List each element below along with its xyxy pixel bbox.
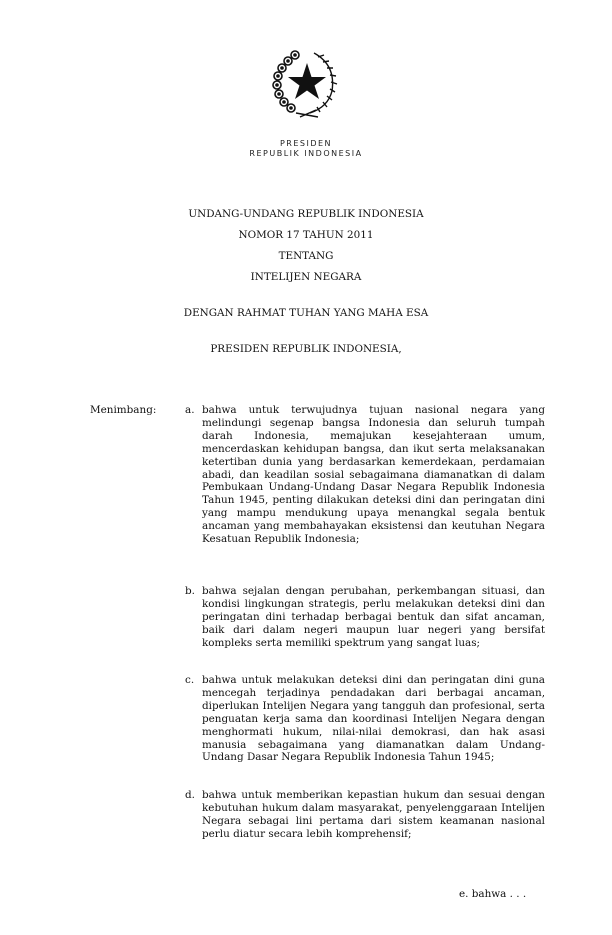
issuer: PRESIDEN REPUBLIK INDONESIA,	[210, 343, 402, 355]
law-number: NOMOR 17 TAHUN 2011	[238, 229, 374, 241]
item-text: bahwa sejalan dengan perubahan, perkembangan situasi, dan kondisi lingkungan strategis, perlu melakukan deteksi dini dan peringatan dini terhadap berbagai bentuk dan sifat ancaman, baik dari dalam negeri maupun luar negeri yang bersifat kompleks serta memiliki spektrum yang sangat luas;	[202, 585, 545, 649]
menimbang-label: Menimbang:	[90, 404, 157, 416]
item-marker: b.	[185, 585, 195, 597]
page-continuation: e. bahwa . . .	[459, 888, 527, 900]
garuda-presidential-seal-icon	[270, 47, 342, 119]
law-tentang: TENTANG	[278, 250, 334, 262]
consideration-item-d	[185, 789, 545, 841]
item-text: bahwa untuk melakukan deteksi dini dan peringatan dini guna mencegah terjadinya pendadakan dari berbagai ancaman, diperlukan Intelijen Negara yang tangguh dan profesional, serta penguatan kerja sama dan koordinasi Intelijen Negara dengan menghormati hukum, nilai-nilai demokrasi, dan hak asasi manusia sebagaimana yang diamanatkan dalam Undang-Undang Dasar Negara Republik Indonesia Tahun 1945;	[202, 674, 545, 764]
emblem-caption-republik-indonesia: REPUBLIK INDONESIA	[249, 149, 363, 158]
emblem-caption-presiden: PRESIDEN	[279, 139, 333, 148]
consideration-item-a	[185, 404, 545, 546]
invocation: DENGAN RAHMAT TUHAN YANG MAHA ESA	[183, 307, 429, 319]
item-marker: a.	[185, 404, 195, 416]
consideration-item-c	[185, 674, 545, 764]
item-marker: c.	[185, 674, 195, 686]
item-text: bahwa untuk terwujudnya tujuan nasional negara yang melindungi segenap bangsa Indonesia dan seluruh tumpah darah Indonesia, memajukan kesejahteraan umum, mencerdaskan kehidupan bangsa, dan ikut serta melaksanakan ketertiban dunia yang berdasarkan kemerdekaan, perdamaian abadi, dan keadilan sosial sebagaimana diamanatkan di dalam Pembukaan Undang-Undang Dasar Negara Republik Indonesia Tahun 1945, penting dilakukan deteksi dini dan peringatan dini yang mampu mendukung upaya menangkal segala bentuk ancaman yang membahayakan eksistensi dan keutuhan Negara Kesatuan Republik Indonesia;	[202, 404, 545, 546]
item-marker: d.	[185, 789, 195, 801]
law-title: UNDANG-UNDANG REPUBLIK INDONESIA	[188, 208, 424, 220]
item-text: bahwa untuk memberikan kepastian hukum dan sesuai dengan kebutuhan hukum dalam masyarakat, penyelenggaraan Intelijen Negara sebagai lini pertama dari sistem keamanan nasional perlu diatur secara lebih komprehensif;	[202, 789, 545, 840]
consideration-item-b	[185, 585, 545, 650]
law-subject: INTELIJEN NEGARA	[250, 271, 362, 283]
